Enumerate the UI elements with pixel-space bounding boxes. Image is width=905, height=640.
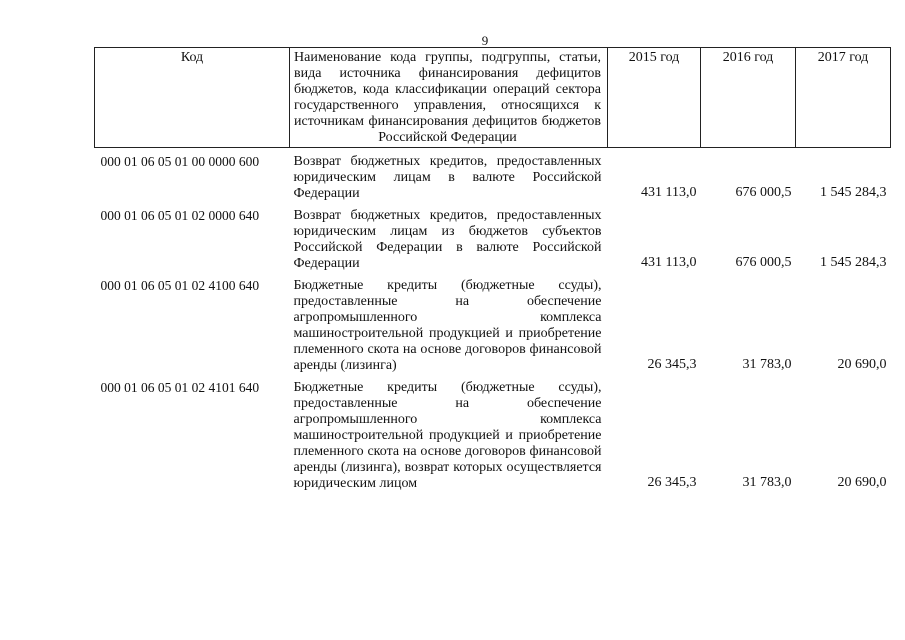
row-name: Возврат бюджетных кредитов, предоставленных юридическим лицам из бюджетов субъектов Российской Федерации в валюте Российской Федерации xyxy=(293,208,602,271)
header-2016: 2016 год xyxy=(701,48,796,148)
row-value-2017: 1 545 284,3 xyxy=(820,255,887,270)
header-name: Наименование кода группы, подгруппы, статьи, вида источника финансирования дефицитов бюджетов, кода классификации операций сектора государственного управления, относящихся к источникам финансирования дефицитов бюджетов Российской Федерации xyxy=(290,48,608,148)
row-code: 000 01 06 05 01 00 0000 600 xyxy=(100,154,260,169)
header-2015: 2015 год xyxy=(608,48,701,148)
row-value-2016: 676 000,5 xyxy=(735,185,792,200)
row-value-2016: 31 783,0 xyxy=(742,475,792,490)
row-code: 000 01 06 05 01 02 4101 640 xyxy=(100,380,260,395)
table-row xyxy=(95,148,891,203)
row-value-2017: 20 690,0 xyxy=(837,475,887,490)
header-code: Код xyxy=(95,48,290,148)
row-value-2017: 20 690,0 xyxy=(837,357,887,372)
header-2017: 2017 год xyxy=(796,48,891,148)
table-row xyxy=(95,202,891,272)
row-value-2016: 676 000,5 xyxy=(735,255,792,270)
row-name: Возврат бюджетных кредитов, предоставленных юридическим лицам в валюте Российской Федерации xyxy=(293,154,602,201)
row-code: 000 01 06 05 01 02 4100 640 xyxy=(100,278,260,293)
row-value-2015: 26 345,3 xyxy=(647,475,697,490)
row-name: Бюджетные кредиты (бюджетные ссуды), предоставленные на обеспечение агропромышленного комплекса машиностроительной продукцией и приобретение племенного скота на основе договоров финансовой аренды (лизинга), возврат которых осуществляется юридическим лицом xyxy=(293,380,602,491)
row-value-2017: 1 545 284,3 xyxy=(820,185,887,200)
page-number: 9 xyxy=(481,33,489,48)
row-code: 000 01 06 05 01 02 0000 640 xyxy=(100,208,260,223)
row-value-2015: 431 113,0 xyxy=(641,255,697,270)
budget-sources-table xyxy=(94,47,891,492)
row-value-2016: 31 783,0 xyxy=(742,357,792,372)
row-value-2015: 431 113,0 xyxy=(641,185,697,200)
table-header-row xyxy=(95,48,891,148)
row-value-2015: 26 345,3 xyxy=(647,357,697,372)
table-row xyxy=(95,272,891,374)
table-row xyxy=(95,374,891,492)
row-name: Бюджетные кредиты (бюджетные ссуды), предоставленные на обеспечение агропромышленного комплекса машиностроительной продукцией и приобретение племенного скота на основе договоров финансовой аренды (лизинга) xyxy=(293,278,602,373)
